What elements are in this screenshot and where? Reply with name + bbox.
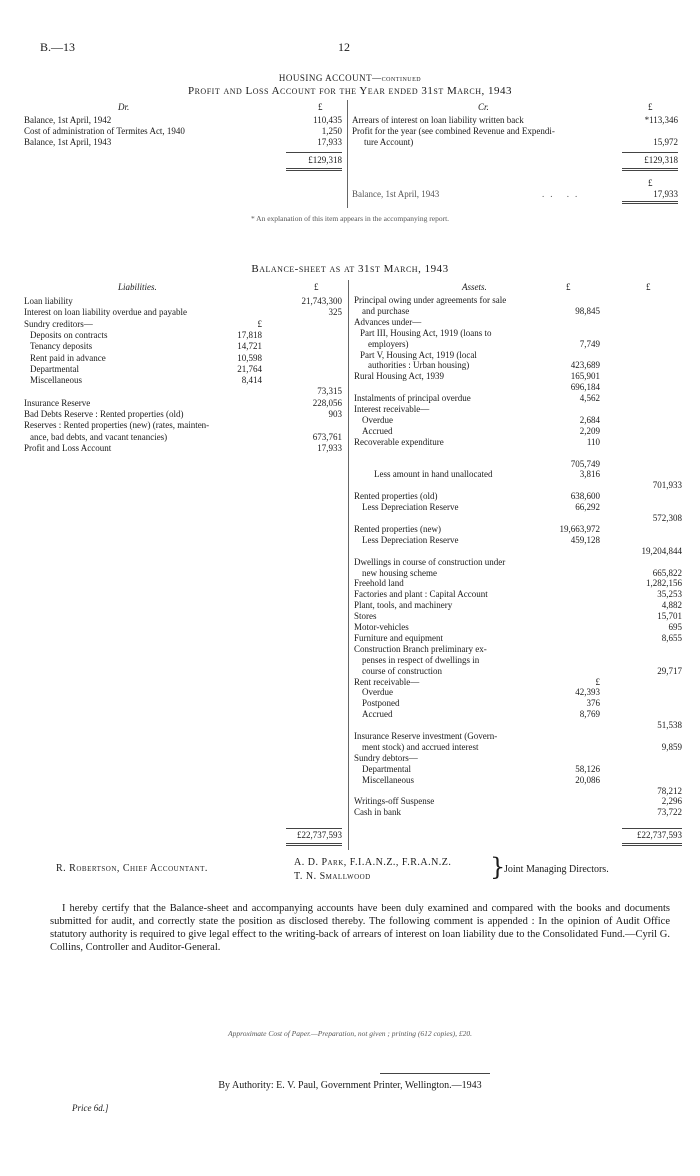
bs-asset-row-a1: 165,901 [570, 371, 600, 382]
bs-liab-row-label: Miscellaneous [30, 375, 82, 386]
bs-asset-row-label: Principal owing under agreements for sale [354, 295, 507, 305]
bs-asset-row-label: Motor-vehicles [354, 622, 409, 632]
bs-liab-row-label: Interest on loan liability overdue and payable [24, 307, 187, 318]
printer-line: By Authority: E. V. Paul, Government Printer, Wellington.—1943 [218, 1080, 482, 1091]
paper-cost-note: Approximate Cost of Paper.—Preparation, not given ; printing (612 copies), £20. [227, 1029, 472, 1038]
bs-asset-row-label: ment stock) and accrued interest [362, 741, 479, 752]
pl-cr-rule-3 [622, 170, 678, 171]
pl-cr-rule [622, 152, 678, 153]
pl-cr-currency: £ [648, 102, 653, 112]
footer-rule [380, 1073, 490, 1074]
bs-asset-row-a1: 110 [586, 436, 600, 447]
bs-liab-row-amount: 73,315 [317, 386, 342, 397]
pl-dr-row-label: Balance, 1st April, 1943 [24, 137, 112, 147]
bs-liab-row-amount: 325 [328, 307, 342, 318]
managing-director-1: A. D. Park, F.I.A.N.Z., F.R.A.N.Z. [294, 857, 452, 868]
bs-asset-row-a1: 19,663,972 [559, 523, 600, 534]
bs-asset-rule-3 [622, 845, 682, 846]
bs-asset-row-a1: 638,600 [570, 491, 600, 502]
bs-asset-row-a2: 35,253 [657, 589, 682, 600]
bs-asset-row-label: new housing scheme [362, 567, 437, 578]
bs-liab-rule-2 [286, 843, 342, 844]
bs-asset-row-label: Instalments of principal overdue [354, 393, 471, 404]
pl-dr-label: Dr. [118, 102, 130, 112]
pl-cr-label: Cr. [478, 102, 489, 112]
pl-title: Profit and Loss Account for the Year ended 31st March, 1943 [187, 85, 513, 97]
pl-dr-row-amount: 110,435 [313, 115, 342, 125]
pl-cr-row-amount: *113,346 [644, 115, 678, 125]
bs-asset-row-a1: 8,769 [579, 709, 600, 720]
bs-liab-row-label: Bad Debts Reserve : Rented properties (old) [24, 409, 184, 419]
bs-asset-row-a2: 51,538 [657, 720, 682, 731]
bs-asset-row-a1: £ [595, 676, 600, 687]
bs-asset-row-a2: 701,933 [652, 480, 682, 491]
bs-liab-row-label: Insurance Reserve [24, 397, 91, 408]
bs-asset-row-a1: 2,684 [579, 414, 600, 425]
bs-asset-row-a2: 9,859 [661, 741, 682, 752]
bs-asset-row-label: Rent receivable— [354, 676, 420, 687]
bs-asset-row-label: Accrued [362, 709, 393, 720]
bs-asset-row-a1: 66,292 [575, 502, 600, 513]
bs-asset-row-a2: 73,722 [657, 807, 682, 818]
bs-asset-row-label: Less amount in hand unallocated [374, 469, 493, 480]
bs-asset-row-a1: 2,209 [579, 425, 600, 436]
bs-asset-row-a2: 665,822 [652, 567, 682, 578]
bs-assets-label: Assets. [462, 282, 487, 292]
bs-asset-currency-1: £ [566, 282, 571, 292]
pl-divider [347, 100, 348, 208]
bs-asset-row-a2: 2,296 [661, 796, 682, 807]
bs-asset-row-label: Departmental [362, 763, 411, 774]
joint-md-title: Joint Managing Directors. [504, 864, 609, 875]
bs-asset-row-label: Rented properties (old) [354, 491, 438, 502]
bs-liab-row-amount: 673,761 [312, 431, 342, 442]
bs-asset-row-a1: 696,184 [570, 382, 600, 393]
bs-asset-row-label: Plant, tools, and machinery [354, 600, 453, 611]
pl-cr-balance-rule-2 [622, 203, 678, 204]
bs-liab-row-label: Departmental [30, 363, 79, 374]
pl-cr-balance-label: Balance, 1st April, 1943 [352, 189, 440, 199]
bs-asset-row-label: Furniture and equipment [354, 632, 443, 643]
pl-cr-row-label: Profit for the year (see combined Revenue and Expendi- [352, 126, 555, 136]
bs-title: Balance-sheet as at 31st March, 1943 [251, 263, 449, 275]
pl-dr-row-label: Balance, 1st April, 1942 [24, 115, 112, 125]
pl-cr-row-amount: 15,972 [653, 137, 678, 147]
pl-cr-rule-2 [622, 168, 678, 169]
bs-liab-row-label: Sundry creditors— [24, 318, 93, 329]
bs-liab-row-sub: 10,598 [237, 352, 262, 363]
bs-asset-row-label: Part III, Housing Act, 1919 (loans to [360, 327, 492, 338]
bs-liab-row-amount: 17,933 [317, 442, 342, 453]
bs-asset-row-a1: 459,128 [570, 534, 600, 545]
bs-liab-row-sub: 14,721 [237, 341, 262, 352]
bs-asset-row-label: Part V, Housing Act, 1919 (local [360, 349, 477, 360]
bs-liab-row-label: Loan liability [24, 296, 73, 306]
managing-director-2: T. N. Smallwood [294, 871, 371, 882]
chief-accountant-signature: R. Robertson, Chief Accountant. [56, 863, 208, 874]
bs-asset-row-a2: 695 [668, 622, 682, 632]
bs-asset-row-a2: 4,882 [661, 600, 682, 611]
bs-liab-row-sub: 21,764 [237, 363, 262, 374]
pl-dr-currency: £ [318, 102, 323, 112]
bs-asset-row-label: Miscellaneous [362, 774, 414, 785]
bs-asset-row-a2: 8,655 [661, 632, 682, 643]
bs-liab-row-amount: 21,743,300 [301, 296, 342, 306]
pl-dr-rule-2 [286, 168, 342, 169]
bs-asset-row-label: and purchase [362, 305, 410, 316]
pl-cr-total: £129,318 [644, 155, 678, 165]
bs-asset-row-a1: 4,562 [579, 393, 600, 404]
bs-asset-row-a1: 7,749 [579, 338, 600, 349]
pl-dr-rule [286, 152, 342, 153]
pl-dr-row-amount: 1,250 [321, 126, 342, 136]
bs-liab-row-sub: £ [257, 318, 262, 329]
bs-asset-row-label: Accrued [362, 425, 393, 436]
pl-dr-total: £129,318 [308, 155, 342, 165]
pl-cr-row-label: Arrears of interest on loan liability written back [352, 115, 524, 125]
bs-liab-rule-3 [286, 845, 342, 846]
bs-asset-row-a1: 98,845 [575, 305, 600, 316]
bs-asset-row-label: authorities : Urban housing) [368, 360, 470, 371]
pl-dr-rule-3 [286, 170, 342, 171]
bs-divider [348, 280, 349, 850]
pl-cr-balance-dots: .. .. [542, 189, 584, 199]
bs-liab-row-label: Rent paid in advance [30, 352, 106, 363]
bs-liab-rule [286, 828, 342, 829]
bs-liab-row-label: Deposits on contracts [30, 329, 108, 340]
bs-asset-row-label: Construction Branch preliminary ex- [354, 643, 487, 654]
bs-asset-row-label: Less Depreciation Reserve [362, 502, 459, 513]
pl-dr-row-label: Cost of administration of Termites Act, 1940 [24, 126, 185, 136]
bs-asset-row-label: Advances under— [354, 316, 422, 327]
pl-footnote: * An explanation of this item appears in the accompanying report. [250, 214, 450, 223]
bs-asset-row-label: Rented properties (new) [354, 523, 441, 534]
bs-asset-row-label: Overdue [362, 687, 393, 698]
bs-asset-row-label: Postponed [362, 698, 400, 709]
bs-liab-currency: £ [314, 282, 319, 292]
bs-asset-row-label: Recoverable expenditure [354, 436, 444, 447]
bs-asset-row-label: Cash in bank [354, 807, 401, 818]
bs-asset-row-a1: 423,689 [570, 360, 600, 371]
bs-asset-row-a2: 15,701 [657, 611, 682, 622]
bs-asset-row-label: Interest receivable— [354, 404, 430, 414]
bs-liabilities-label: Liabilities. [118, 282, 157, 292]
bs-asset-row-label: Rural Housing Act, 1939 [354, 371, 444, 382]
bs-liab-row-sub: 17,818 [237, 329, 262, 340]
signature-brace: } [490, 853, 506, 881]
bs-liab-row-amount: 903 [328, 409, 342, 419]
bs-asset-currency-2: £ [646, 282, 651, 292]
auditor-certificate: I hereby certify that the Balance-sheet and accompanying accounts have been duly examined and compared with the books and documents submitted for audit, and correctly state the position as disclosed thereby. The following comment is appended : In the opinion of Audit Office statutory authority is required to give legal effect to the writing-back of arrears of interest on loan liability due to the Consolidated Fund.—Cyril G. Collins, Controller and Auditor-General. [50, 903, 670, 953]
bs-asset-row-a1: 705,749 [570, 458, 600, 469]
bs-asset-row-a1: 3,816 [579, 469, 600, 480]
section-title: HOUSING ACCOUNT—continued [278, 73, 422, 83]
bs-asset-row-a2: 29,717 [657, 665, 682, 676]
pl-cr-balance-amount: 17,933 [653, 189, 678, 199]
bs-asset-row-label: Freehold land [354, 578, 404, 589]
bs-asset-row-a2: 572,308 [652, 513, 682, 523]
bs-liab-row-amount: 228,056 [312, 397, 342, 408]
pl-dr-row-amount: 17,933 [317, 137, 342, 147]
bs-asset-row-label: Sundry debtors— [354, 752, 418, 763]
document-code: B.—13 [40, 40, 76, 54]
bs-asset-row-label: course of construction [362, 665, 442, 676]
bs-liab-row-sub: 8,414 [241, 375, 262, 386]
bs-asset-row-a2: 78,212 [657, 785, 682, 796]
bs-asset-rule [622, 828, 682, 829]
bs-liab-row-label: Profit and Loss Account [24, 442, 112, 453]
bs-liab-total: £22,737,593 [297, 830, 342, 840]
bs-asset-row-label: Stores [354, 611, 377, 622]
bs-asset-row-label: Factories and plant : Capital Account [354, 589, 488, 600]
bs-liab-row-label: Reserves : Rented properties (new) (rates, mainten- [24, 420, 210, 431]
bs-asset-rule-2 [622, 843, 682, 844]
bs-asset-row-a1: 20,086 [575, 774, 600, 785]
bs-asset-row-label: Dwellings in course of construction under [354, 556, 506, 567]
bs-asset-row-a2: 1,282,156 [646, 578, 682, 589]
bs-asset-row-a1: 42,393 [575, 687, 600, 698]
bs-asset-row-label: Insurance Reserve investment (Govern- [354, 731, 498, 741]
bs-asset-row-a1: 58,126 [575, 763, 600, 774]
bs-liab-row-label: ance, bad debts, and vacant tenancies) [30, 431, 168, 442]
bs-asset-row-label: Writings-off Suspense [354, 796, 435, 807]
bs-asset-row-label: penses in respect of dwellings in [362, 654, 480, 665]
bs-asset-total: £22,737,593 [637, 830, 682, 840]
price: Price 6d.] [72, 1103, 109, 1113]
bs-asset-row-label: employers) [368, 338, 409, 349]
bs-liab-row-label: Tenancy deposits [30, 341, 93, 352]
page-number: 12 [338, 40, 350, 54]
pl-cr-row-label: ture Account) [364, 137, 414, 147]
bs-asset-row-a2: 19,204,844 [641, 545, 682, 556]
pl-cr-balance-currency: £ [648, 178, 653, 188]
pl-cr-balance-rule [622, 201, 678, 202]
bs-asset-row-a1: 376 [586, 698, 600, 709]
bs-asset-row-label: Less Depreciation Reserve [362, 534, 459, 545]
bs-asset-row-label: Overdue [362, 414, 393, 425]
